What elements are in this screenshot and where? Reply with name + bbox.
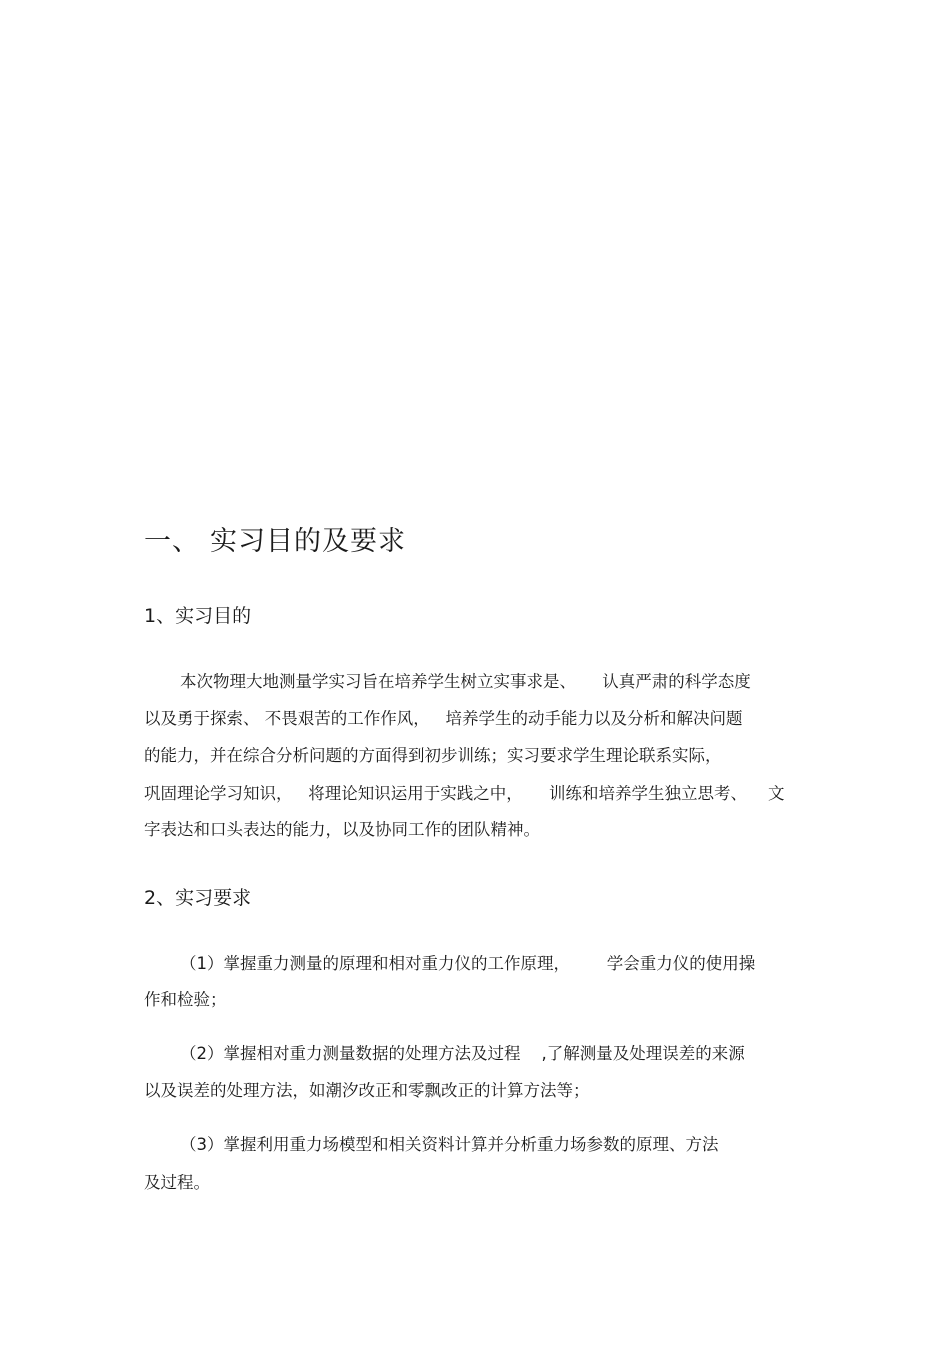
subsection-heading-purpose: 1、实习目的 [144,605,252,627]
requirement-line: 以及误差的处理方法，如潮汐改正和零飘改正的计算方法等； [144,1081,590,1100]
requirement-line: 作和检验； [144,990,227,1009]
section-title: 实习目的及要求 [210,526,406,557]
purpose-paragraph-line: 的能力，并在综合分析问题的方面得到初步训练；实习要求学生理论联系实际， [144,746,722,765]
requirement-line: （2）掌握相对重力测量数据的处理方法及过程 ,了解测量及处理误差的来源 [180,1044,745,1063]
section-number: 一、 [144,526,200,557]
purpose-paragraph-line: 字表达和口头表达的能力，以及协同工作的团队精神。 [144,820,540,839]
subsection-heading-requirements: 2、实习要求 [144,887,252,909]
section-heading [144,522,406,562]
requirement-line: （1）掌握重力测量的原理和相对重力仪的工作原理， 学会重力仪的使用操 [180,954,756,973]
purpose-paragraph-line: 以及勇于探索、 不畏艰苦的工作作风， 培养学生的动手能力以及分析和解决问题 [144,709,743,728]
requirement-line: 及过程。 [144,1173,210,1192]
requirement-line: （3）掌握利用重力场模型和相关资料计算并分析重力场参数的原理、方法 [180,1135,719,1154]
purpose-paragraph-line: 巩固理论学习知识， 将理论知识运用于实践之中， 训练和培养学生独立思考、 文 [144,784,785,803]
purpose-paragraph-line: 本次物理大地测量学实习旨在培养学生树立实事求是、 认真严肃的科学态度 [180,672,751,691]
